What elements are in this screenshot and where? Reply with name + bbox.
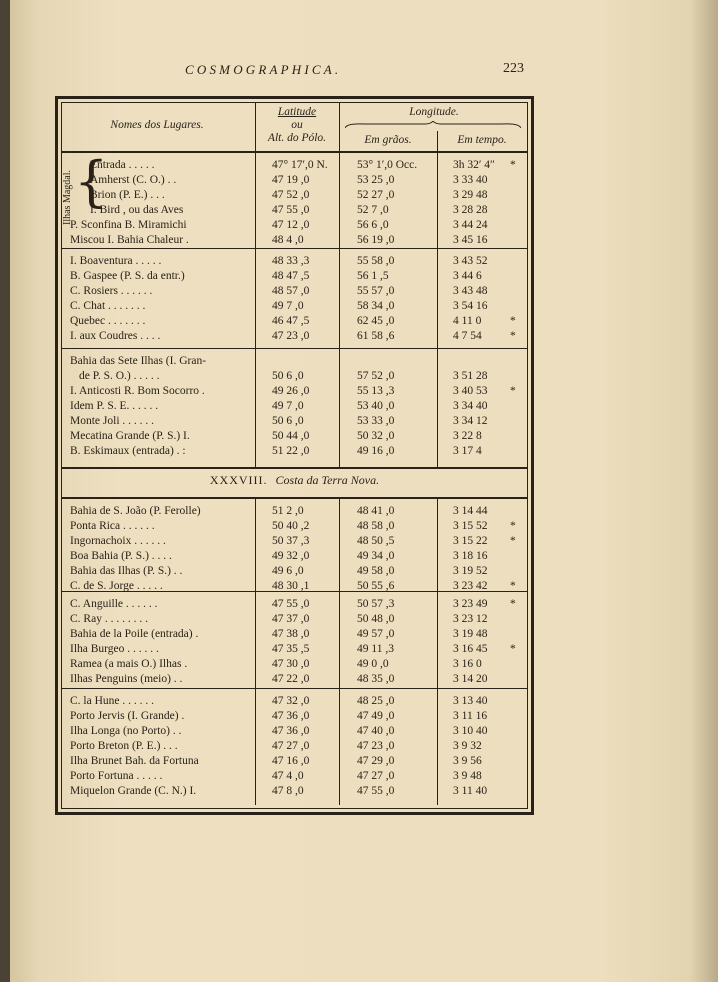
longitude-degrees-cell: 52 7 ,0: [357, 204, 389, 216]
longitude-time-cell: 3 10 40: [453, 725, 488, 737]
longitude-time-cell: 3 23 49: [453, 598, 488, 610]
latitude-cell: 49 26 ,0: [272, 385, 310, 397]
latitude-cell: 49 7 ,0: [272, 300, 304, 312]
longitude-degrees-cell: 49 0 ,0: [357, 658, 389, 670]
longitude-degrees-cell: 50 55 ,6: [357, 580, 395, 592]
latitude-cell: 47 12 ,0: [272, 219, 310, 231]
table-inner-border: [61, 102, 528, 809]
longitude-time-cell: 3 13 40: [453, 695, 488, 707]
asterisk-mark: *: [510, 315, 516, 327]
longitude-degrees-cell: 49 57 ,0: [357, 628, 395, 640]
place-name: C. Ray . . . . . . . .: [70, 613, 148, 625]
latitude-cell: 48 33 ,3: [272, 255, 310, 267]
longitude-degrees-cell: 53 40 ,0: [357, 400, 395, 412]
place-name: B. Eskimaux (entrada) . :: [70, 445, 186, 457]
longitude-degrees-cell: 47 55 ,0: [357, 785, 395, 797]
place-name: Bahia de S. João (P. Ferolle): [70, 505, 201, 517]
place-name: Miscou I. Bahia Chaleur .: [70, 234, 189, 246]
longitude-time-cell: 3 18 16: [453, 550, 488, 562]
latitude-cell: 47 19 ,0: [272, 174, 310, 186]
longitude-degrees-cell: 49 34 ,0: [357, 550, 395, 562]
header-latitude: [255, 106, 339, 145]
latitude-cell: 47 52 ,0: [272, 189, 310, 201]
latitude-cell: 46 47 ,5: [272, 315, 310, 327]
latitude-cell: 47 32 ,0: [272, 695, 310, 707]
longitude-time-cell: 3 54 16: [453, 300, 488, 312]
longitude-degrees-cell: 47 29 ,0: [357, 755, 395, 767]
longitude-time-cell: 3 9 48: [453, 770, 482, 782]
place-name: Ilha Burgeo . . . . . .: [70, 643, 159, 655]
place-name: Porto Fortuna . . . . .: [70, 770, 163, 782]
latitude-cell: 47 4 ,0: [272, 770, 304, 782]
longitude-degrees-cell: 50 32 ,0: [357, 430, 395, 442]
longitude-time-cell: 3 11 16: [453, 710, 488, 722]
header-lon-degrees: Em grãos.: [364, 134, 412, 146]
column-rule-lon-2: [339, 498, 340, 805]
place-name: Bahia das Sete Ilhas (I. Gran-: [70, 355, 207, 367]
latitude-cell: 49 7 ,0: [272, 400, 304, 412]
latitude-cell: 47 27 ,0: [272, 740, 310, 752]
group-brace: {: [74, 150, 109, 213]
place-name: Porto Breton (P. E.) . . .: [70, 740, 178, 752]
place-name: Ingornachoix . . . . . .: [70, 535, 166, 547]
place-name: Bahia das Ilhas (P. S.) . .: [70, 565, 183, 577]
longitude-degrees-cell: 53° 1′,0 Occ.: [357, 159, 418, 171]
latitude-cell: 47 36 ,0: [272, 710, 310, 722]
longitude-degrees-cell: 56 1 ,5: [357, 270, 389, 282]
longitude-degrees-cell: 48 25 ,0: [357, 695, 395, 707]
latitude-cell: 47 38 ,0: [272, 628, 310, 640]
latitude-cell: 51 22 ,0: [272, 445, 310, 457]
place-name: Quebec . . . . . . .: [70, 315, 146, 327]
longitude-time-cell: 3 14 20: [453, 673, 488, 685]
header-rule: [62, 151, 527, 153]
latitude-cell: 50 44 ,0: [272, 430, 310, 442]
longitude-time-cell: 3 33 40: [453, 174, 488, 186]
coordinates-table: [55, 96, 534, 815]
group-rule-1: [62, 248, 527, 249]
running-head: COSMOGRAPHICA.: [185, 62, 342, 77]
longitude-degrees-cell: 47 40 ,0: [357, 725, 395, 737]
section-title: Costa da Terra Nova.: [275, 473, 380, 487]
header-longitude: Longitude.: [409, 106, 459, 118]
latitude-cell: 48 4 ,0: [272, 234, 304, 246]
longitude-degrees-cell: 56 6 ,0: [357, 219, 389, 231]
asterisk-mark: *: [510, 598, 516, 610]
place-name: Brion (P. E.) . . .: [90, 189, 165, 201]
longitude-time-cell: 3 9 32: [453, 740, 482, 752]
place-name: Boa Bahia (P. S.) . . . .: [70, 550, 172, 562]
latitude-cell: 47 35 ,5: [272, 643, 310, 655]
latitude-cell: 48 47 ,5: [272, 270, 310, 282]
longitude-degrees-cell: 50 57 ,3: [357, 598, 395, 610]
longitude-degrees-cell: 49 11 ,3: [357, 643, 394, 655]
place-name: C. Chat . . . . . . .: [70, 300, 146, 312]
place-name: Idem P. S. E. . . . . .: [70, 400, 159, 412]
column-rule-time-2: [437, 498, 438, 805]
longitude-degrees-cell: 55 13 ,3: [357, 385, 395, 397]
latitude-cell: 47 8 ,0: [272, 785, 304, 797]
longitude-degrees-cell: 49 58 ,0: [357, 565, 395, 577]
longitude-time-cell: 3 34 12: [453, 415, 488, 427]
longitude-degrees-cell: 53 33 ,0: [357, 415, 395, 427]
place-name: Ilhas Penguins (meio) . .: [70, 673, 183, 685]
place-name: Ilha Longa (no Porto) . .: [70, 725, 182, 737]
longitude-time-cell: 3 23 12: [453, 613, 488, 625]
header-lat-line3: Alt. do Pólo.: [267, 132, 327, 144]
asterisk-mark: *: [510, 535, 516, 547]
header-lon-time: Em tempo.: [457, 134, 507, 146]
place-name: Entrada . . . . .: [90, 159, 155, 171]
longitude-degrees-cell: 53 25 ,0: [357, 174, 395, 186]
latitude-cell: 48 30 ,1: [272, 580, 310, 592]
longitude-time-cell: 3h 32′ 4″: [453, 159, 495, 171]
longitude-degrees-cell: 57 52 ,0: [357, 370, 395, 382]
longitude-time-cell: 4 11 0: [453, 315, 482, 327]
place-name: Ilha Brunet Bah. da Fortuna: [70, 755, 199, 767]
place-name: Ramea (a mais O.) Ilhas .: [70, 658, 188, 670]
header-lat-line1: Latitude: [277, 106, 317, 118]
column-rule-time: [437, 131, 438, 468]
section-heading: [62, 473, 527, 488]
longitude-degrees-cell: 48 58 ,0: [357, 520, 395, 532]
place-name: Ponta Rica . . . . . .: [70, 520, 155, 532]
longitude-time-cell: 3 51 28: [453, 370, 488, 382]
latitude-cell: 47 36 ,0: [272, 725, 310, 737]
header-lat-line2: ou: [291, 119, 303, 131]
asterisk-mark: *: [510, 159, 516, 171]
longitude-degrees-cell: 47 27 ,0: [357, 770, 395, 782]
header-names: Nomes dos Lugares.: [110, 119, 204, 131]
longitude-time-cell: 4 7 54: [453, 330, 482, 342]
asterisk-mark: *: [510, 580, 516, 592]
place-name: Monte Joli . . . . . .: [70, 415, 155, 427]
latitude-cell: 47 22 ,0: [272, 673, 310, 685]
longitude-degrees-cell: 50 48 ,0: [357, 613, 395, 625]
place-name: C. de S. Jorge . . . . .: [70, 580, 163, 592]
place-name: I. Boaventura . . . . .: [70, 255, 162, 267]
latitude-cell: 50 37 ,3: [272, 535, 310, 547]
place-name: I. Anticosti R. Bom Socorro .: [70, 385, 205, 397]
longitude-time-cell: 3 19 48: [453, 628, 488, 640]
longitude-time-cell: 3 43 52: [453, 255, 488, 267]
longitude-time-cell: 3 14 44: [453, 505, 488, 517]
longitude-degrees-cell: 48 41 ,0: [357, 505, 395, 517]
longitude-degrees-cell: 55 57 ,0: [357, 285, 395, 297]
latitude-cell: 47 55 ,0: [272, 204, 310, 216]
latitude-cell: 50 40 ,2: [272, 520, 310, 532]
longitude-time-cell: 3 9 56: [453, 755, 482, 767]
latitude-cell: 49 6 ,0: [272, 565, 304, 577]
longitude-time-cell: 3 11 40: [453, 785, 488, 797]
latitude-cell: 48 57 ,0: [272, 285, 310, 297]
group-rule-2: [62, 348, 527, 349]
latitude-cell: 51 2 ,0: [272, 505, 304, 517]
place-name: B. Gaspee (P. S. da entr.): [70, 270, 185, 282]
asterisk-mark: *: [510, 385, 516, 397]
place-name: P. Sconfina B. Miramichi: [70, 219, 187, 231]
longitude-time-cell: 3 34 40: [453, 400, 488, 412]
longitude-degrees-cell: 48 35 ,0: [357, 673, 395, 685]
section-rule-top: [62, 467, 527, 469]
latitude-cell: 47 37 ,0: [272, 613, 310, 625]
longitude-time-cell: 3 29 48: [453, 189, 488, 201]
longitude-brace: [345, 121, 521, 129]
place-name: Amherst (C. O.) . .: [90, 174, 177, 186]
longitude-degrees-cell: 47 23 ,0: [357, 740, 395, 752]
latitude-cell: 49 32 ,0: [272, 550, 310, 562]
longitude-time-cell: 3 28 28: [453, 204, 488, 216]
longitude-time-cell: 3 17 4: [453, 445, 482, 457]
book-gutter: [0, 0, 10, 982]
group-label-text: Ilhas Magdal.: [62, 170, 73, 225]
place-name: Bahia de la Poile (entrada) .: [70, 628, 199, 640]
section-number: XXXVIII.: [209, 473, 268, 487]
longitude-time-cell: 3 22 8: [453, 430, 482, 442]
place-name: Porto Jervis (I. Grande) .: [70, 710, 185, 722]
latitude-cell: 47° 17′,0 N.: [272, 159, 328, 171]
place-name: I. aux Coudres . . . .: [70, 330, 161, 342]
column-rule-lat: [255, 103, 256, 468]
latitude-cell: 47 30 ,0: [272, 658, 310, 670]
longitude-time-cell: 3 40 53: [453, 385, 488, 397]
place-name: de P. S. O.) . . . . .: [79, 370, 160, 382]
longitude-time-cell: 3 44 6: [453, 270, 482, 282]
asterisk-mark: *: [510, 643, 516, 655]
page-number: 223: [503, 61, 524, 76]
latitude-cell: 47 16 ,0: [272, 755, 310, 767]
longitude-time-cell: 3 19 52: [453, 565, 488, 577]
place-name: C. Anguille . . . . . .: [70, 598, 158, 610]
latitude-cell: 50 6 ,0: [272, 415, 304, 427]
group-rule-4: [62, 688, 527, 689]
longitude-degrees-cell: 49 16 ,0: [357, 445, 395, 457]
column-rule-lon: [339, 103, 340, 468]
longitude-degrees-cell: 52 27 ,0: [357, 189, 395, 201]
longitude-degrees-cell: 56 19 ,0: [357, 234, 395, 246]
longitude-time-cell: 3 45 16: [453, 234, 488, 246]
place-name: Miquelon Grande (C. N.) I.: [70, 785, 197, 797]
asterisk-mark: *: [510, 330, 516, 342]
longitude-time-cell: 3 16 45: [453, 643, 488, 655]
longitude-time-cell: 3 16 0: [453, 658, 482, 670]
place-name: Mecatina Grande (P. S.) I.: [70, 430, 190, 442]
latitude-cell: 50 6 ,0: [272, 370, 304, 382]
place-name: I. Bird , ou das Aves: [90, 204, 184, 216]
longitude-time-cell: 3 23 42: [453, 580, 488, 592]
longitude-degrees-cell: 61 58 ,6: [357, 330, 395, 342]
longitude-time-cell: 3 44 24: [453, 219, 488, 231]
asterisk-mark: *: [510, 520, 516, 532]
place-name: C. Rosiers . . . . . .: [70, 285, 153, 297]
longitude-degrees-cell: 47 49 ,0: [357, 710, 395, 722]
latitude-cell: 47 55 ,0: [272, 598, 310, 610]
longitude-degrees-cell: 55 58 ,0: [357, 255, 395, 267]
longitude-time-cell: 3 15 22: [453, 535, 488, 547]
longitude-time-cell: 3 15 52: [453, 520, 488, 532]
section-rule-bottom: [62, 497, 527, 499]
column-rule-lat-2: [255, 498, 256, 805]
place-name: C. la Hune . . . . . .: [70, 695, 155, 707]
longitude-degrees-cell: 58 34 ,0: [357, 300, 395, 312]
latitude-cell: 47 23 ,0: [272, 330, 310, 342]
longitude-degrees-cell: 48 50 ,5: [357, 535, 395, 547]
longitude-degrees-cell: 62 45 ,0: [357, 315, 395, 327]
longitude-time-cell: 3 43 48: [453, 285, 488, 297]
